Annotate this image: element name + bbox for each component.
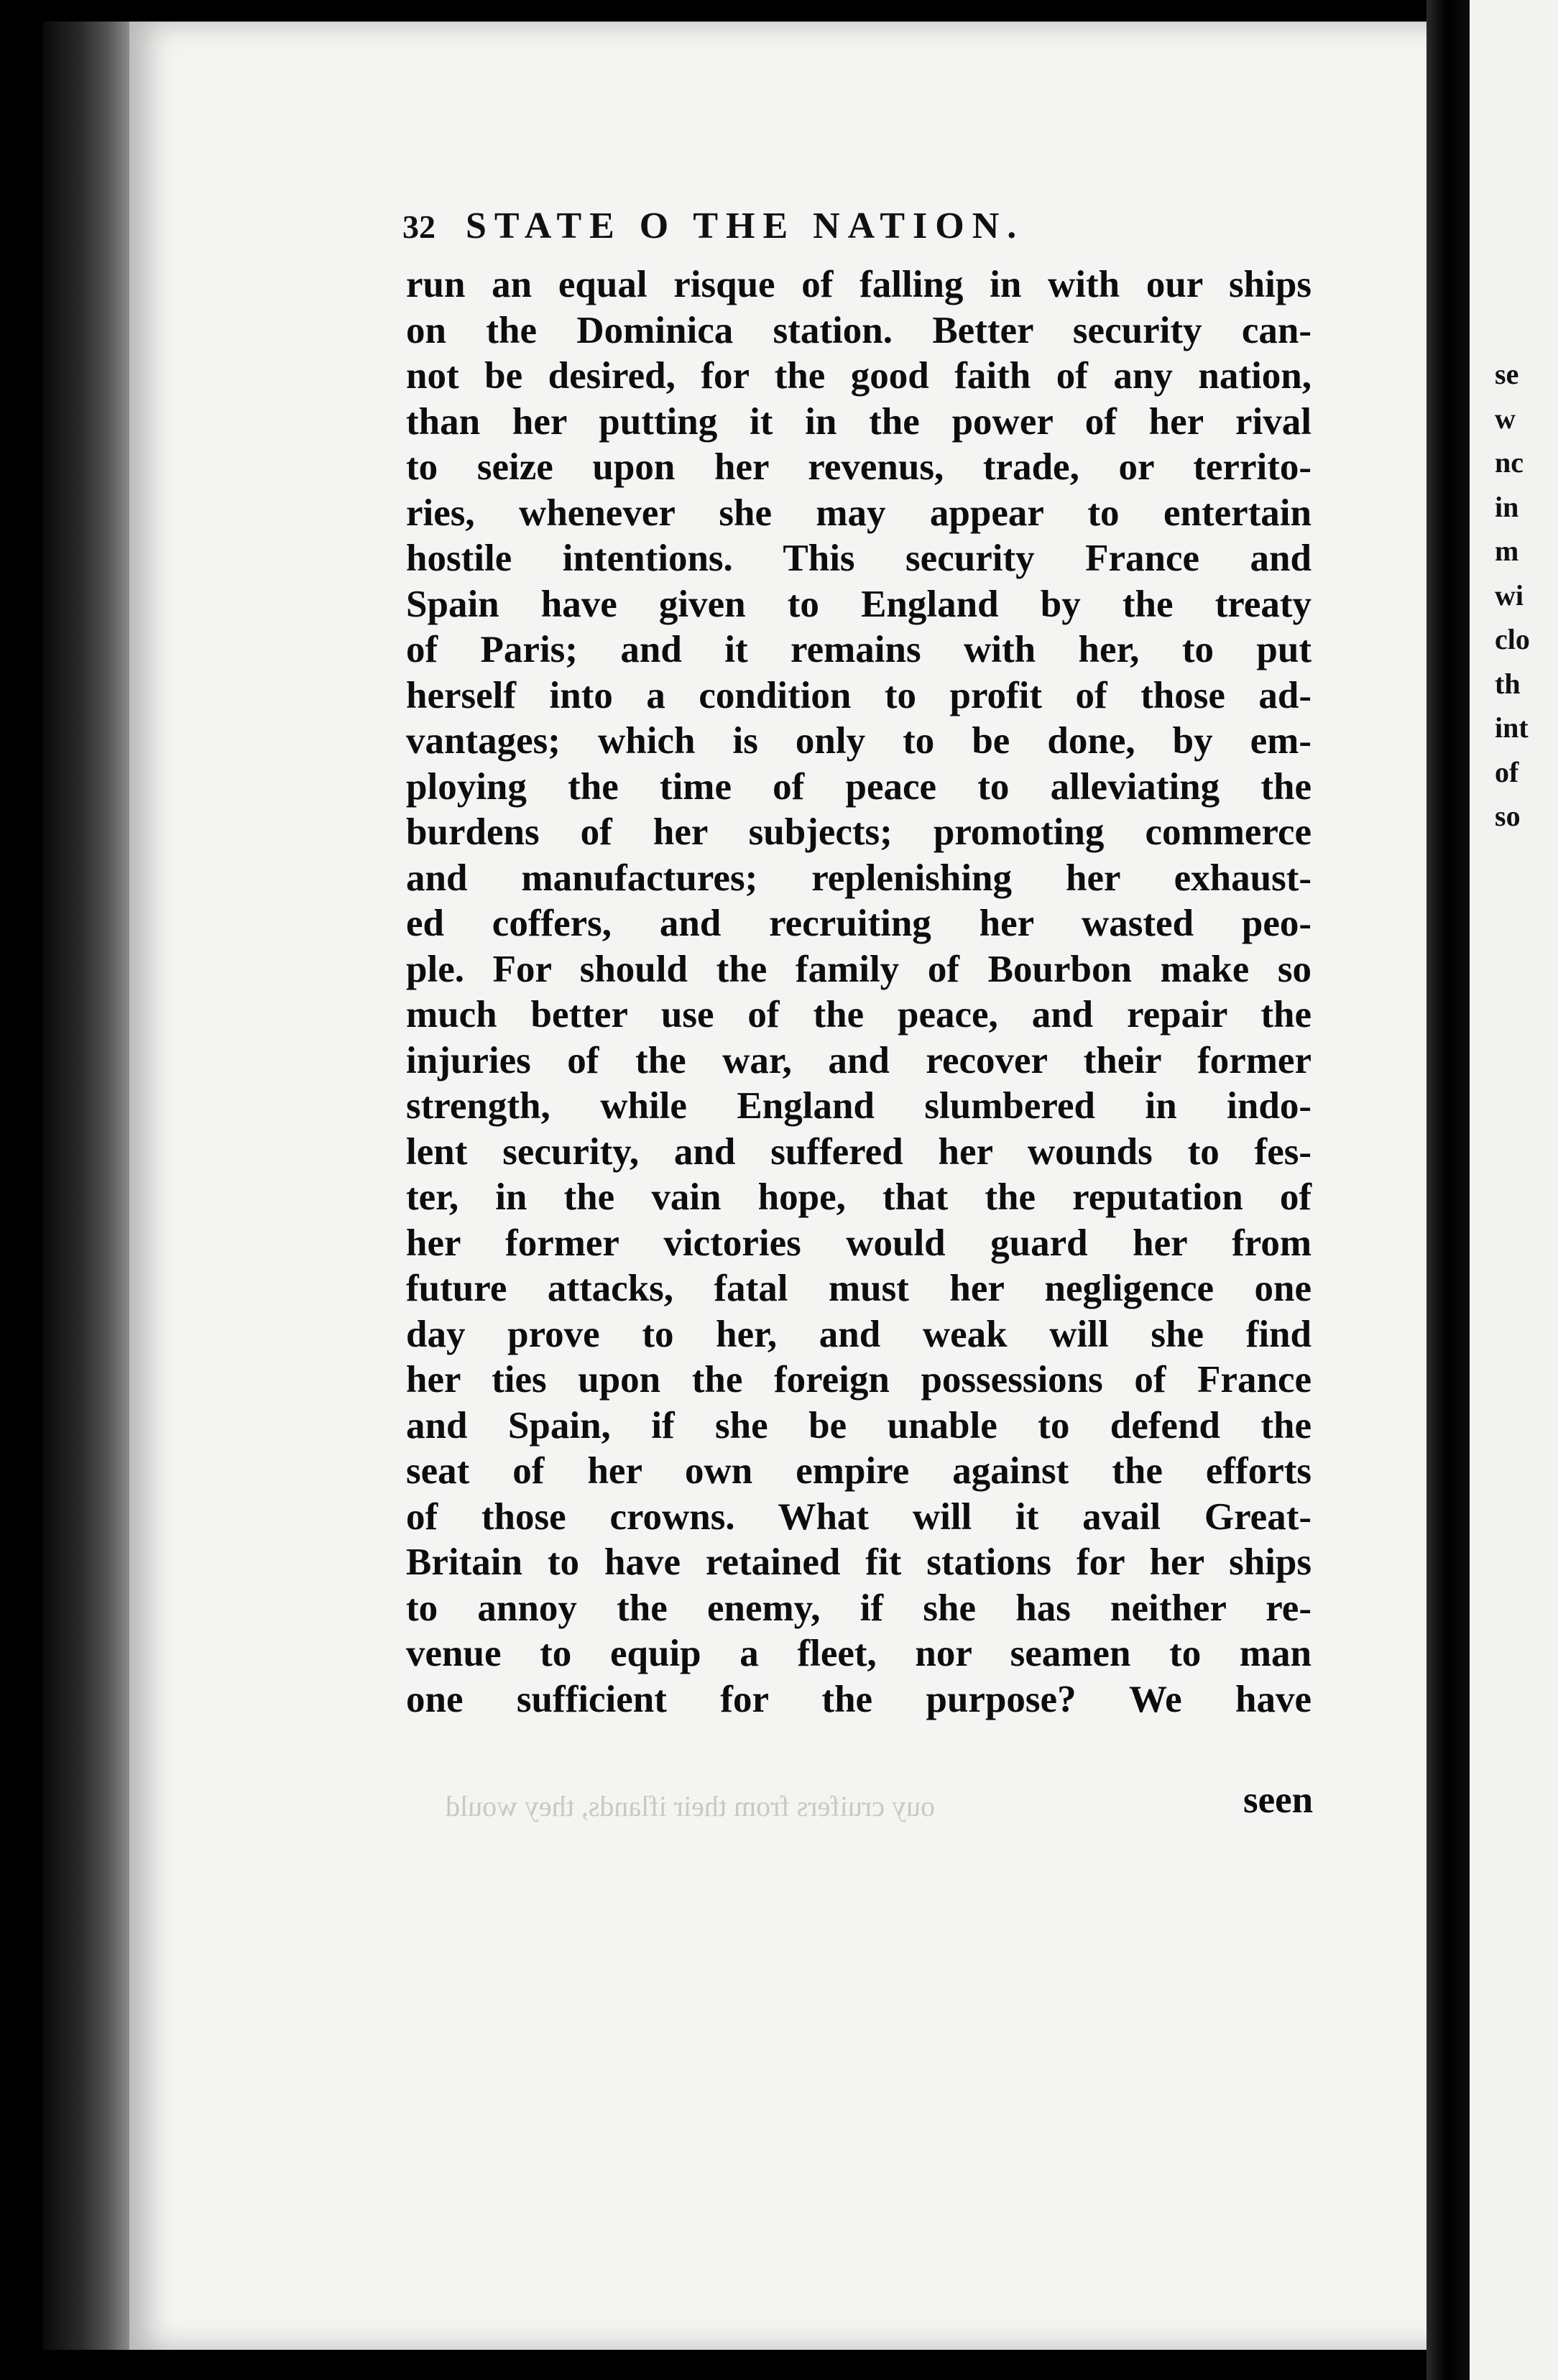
facing-fragment: nc <box>1495 446 1524 479</box>
facing-fragment: m <box>1495 535 1519 567</box>
facing-fragment: se <box>1495 358 1519 390</box>
text-line: one sufficient for the purpose? We have <box>406 1678 1312 1720</box>
text-line: burdens of her subjects; promoting commerce <box>406 811 1312 853</box>
text-line: future attacks, fatal must her negligence one <box>406 1268 1312 1309</box>
text-line: of those crowns. What will it avail Great- <box>406 1495 1312 1538</box>
facing-fragment: of <box>1495 755 1519 788</box>
text-line: Britain to have retained fit stations for her ships <box>406 1541 1312 1583</box>
text-line: her ties upon the foreign possessions of France <box>406 1359 1312 1401</box>
facing-fragment: so <box>1495 800 1521 832</box>
text-line: on the Dominica station. Better security can- <box>406 309 1312 351</box>
text-line: vantages; which is only to be done, by em- <box>406 720 1312 762</box>
body-text <box>406 262 1312 1722</box>
text-line: ed coffers, and recruiting her wasted peo- <box>406 903 1312 944</box>
text-line: of Paris; and it remains with her, to put <box>406 629 1312 670</box>
facing-fragment: th <box>1495 667 1521 700</box>
facing-page-text <box>1495 352 1558 839</box>
text-line: day prove to her, and weak will she find <box>406 1313 1312 1355</box>
running-title: STATE O THE NATION. <box>466 206 1025 246</box>
text-line: to seize upon her revenus, trade, or territo- <box>406 446 1312 488</box>
text-line: ple. For should the family of Bourbon make so <box>406 948 1312 990</box>
facing-fragment: in <box>1495 490 1519 523</box>
text-line: Spain have given to England by the treaty <box>406 583 1312 625</box>
text-line: and manufactures; replenishing her exhaust- <box>406 857 1312 899</box>
text-line: and Spain, if she be unable to defend the <box>406 1404 1312 1447</box>
text-line: ter, in the vain hope, that the reputation of <box>406 1176 1312 1218</box>
text-line: not be desired, for the good faith of any nation, <box>406 355 1312 397</box>
text-line: hostile intentions. This security France and <box>406 538 1312 579</box>
text-line: seat of her own empire against the efforts <box>406 1450 1312 1492</box>
page-number: 32 <box>402 208 435 245</box>
text-line: to annoy the enemy, if she has neither re- <box>406 1587 1312 1629</box>
facing-fragment: clo <box>1495 623 1530 655</box>
text-line: ploying the time of peace to alleviating the <box>406 765 1312 808</box>
page-header <box>402 205 1193 247</box>
text-line: ries, whenever she may appear to entertain <box>406 492 1312 534</box>
facing-fragment: int <box>1495 711 1529 744</box>
text-line: than her putting it in the power of her rival <box>406 400 1312 443</box>
text-line: much better use of the peace, and repair the <box>406 994 1312 1036</box>
bleed-through-text: ouy cruifers from their iflands, they would <box>446 1790 935 1822</box>
text-line: her former victories would guard her from <box>406 1222 1312 1264</box>
text-line: herself into a condition to profit of those ad- <box>406 674 1312 716</box>
facing-fragment: wi <box>1495 578 1524 612</box>
text-line: injuries of the war, and recover their former <box>406 1039 1312 1081</box>
text-line: strength, while England slumbered in indo- <box>406 1085 1312 1127</box>
facing-fragment: w <box>1495 402 1516 435</box>
text-line: run an equal risque of falling in with our ships <box>406 264 1312 305</box>
catchword: seen <box>1243 1779 1314 1821</box>
text-line: lent security, and suffered her wounds to fes- <box>406 1130 1312 1173</box>
text-line: venue to equip a fleet, nor seamen to man <box>406 1633 1312 1674</box>
